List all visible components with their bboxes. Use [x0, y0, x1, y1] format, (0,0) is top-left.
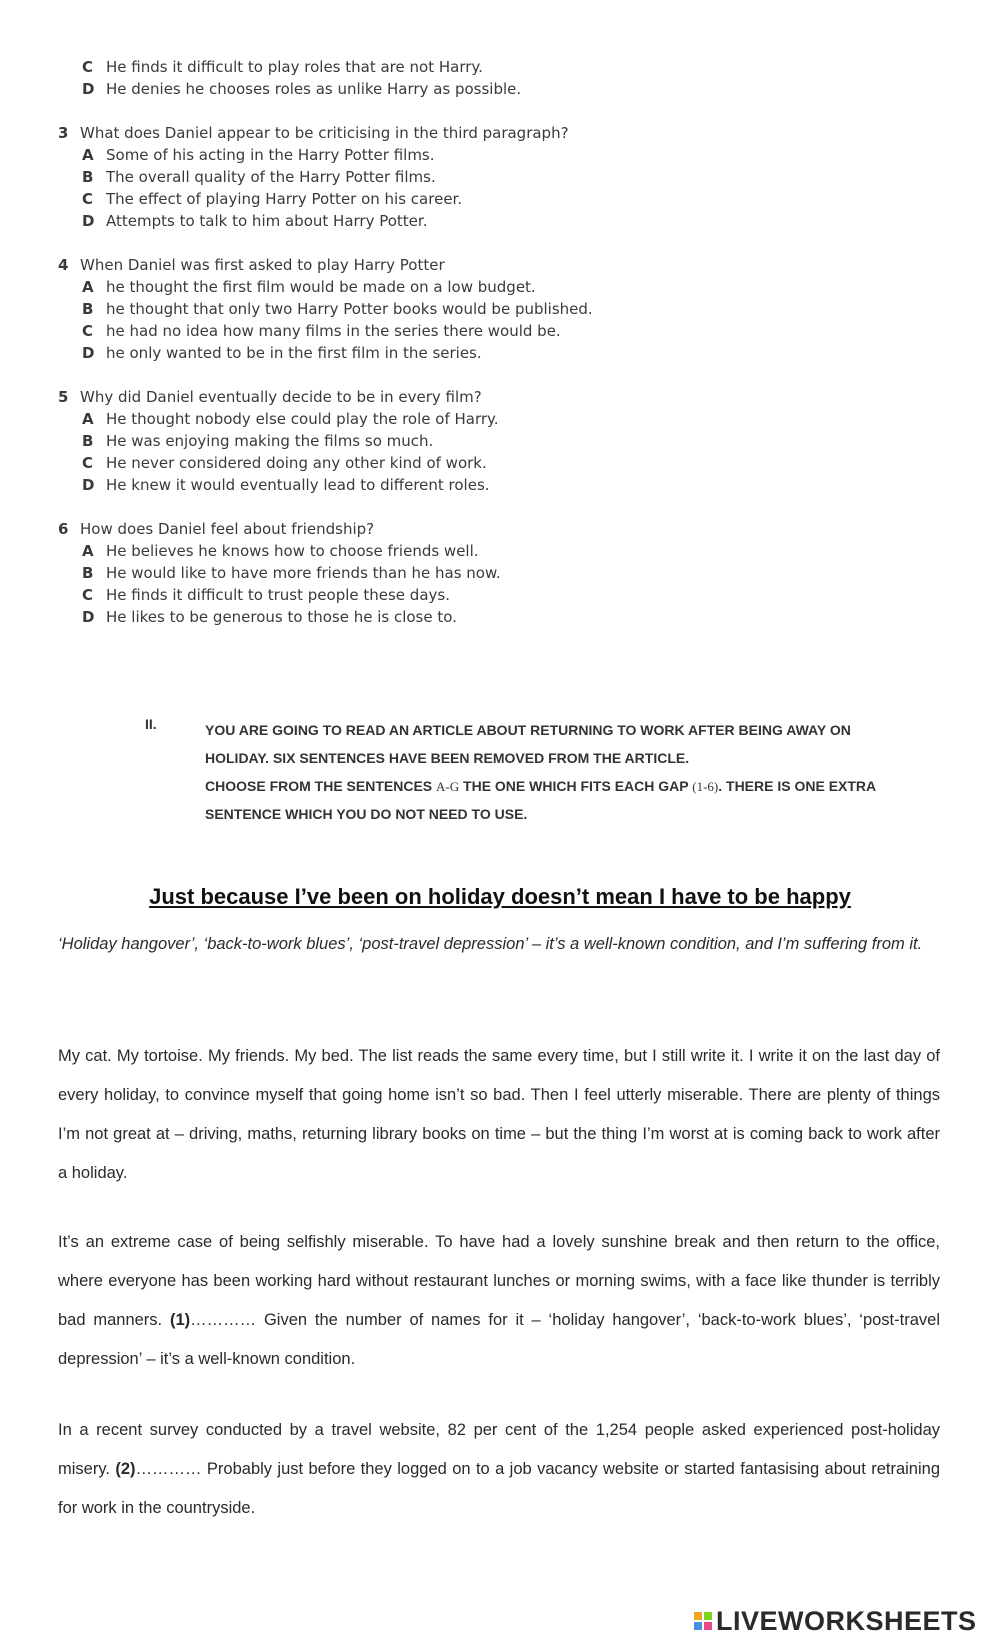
question-3 — [58, 122, 678, 232]
logo-square — [704, 1622, 712, 1630]
liveworksheets-logo — [694, 1606, 977, 1636]
option-q5-c: C He never considered doing any other kind of work. — [82, 454, 487, 472]
logo-square — [694, 1612, 702, 1620]
logo-square — [694, 1622, 702, 1630]
logo-grid-icon — [694, 1612, 712, 1630]
article-paragraph-1: My cat. My tortoise. My friends. My bed. The list reads the same every time, but I still write it. I write it on the last day of every holiday, to convince myself that going home isn’t so bad. Then I feel utterly miserable. There are plenty of things I’m not great at – driving, maths, returning library books on time – but the thing I’m worst at is coming back to work after a holiday. — [58, 1047, 940, 1182]
question-list — [58, 56, 678, 650]
question-5-stem: 5 Why did Daniel eventually decide to be in every film? — [58, 388, 482, 406]
article-paragraph-2: It’s an extreme case of being selfishly miserable. To have had a lovely sunshine break and then return to the office, where everyone has been working hard without restaurant lunches or morning swims, with a face like thunder is terribly bad manners. (1)………… Given the number of names for it – ‘holiday hangover’, ‘back-to-work blues’, ‘post-travel depression’ – it’s a well-known condition. — [58, 1233, 940, 1368]
option-q6-b: B He would like to have more friends than he has now. — [82, 564, 501, 582]
instruction-line-2: HOLIDAY. SIX SENTENCES HAVE BEEN REMOVED FROM THE ARTICLE. — [205, 750, 690, 766]
question-4 — [58, 254, 678, 364]
question-3-stem: 3 What does Daniel appear to be criticising in the third paragraph? — [58, 124, 569, 142]
instruction-line-1: YOU ARE GOING TO READ AN ARTICLE ABOUT RETURNING TO WORK AFTER BEING AWAY ON — [205, 722, 851, 738]
article-title: Just because I’ve been on holiday doesn’t mean I have to be happy — [149, 884, 851, 909]
option-q5-b: B He was enjoying making the films so much. — [82, 432, 434, 450]
logo-text: LIVEWORKSHEETS — [716, 1605, 977, 1636]
option-q4-d: D he only wanted to be in the first film in the series. — [82, 344, 482, 362]
option-q3-b: B The overall quality of the Harry Potter films. — [82, 168, 436, 186]
option-q6-a: A He believes he knows how to choose friends well. — [82, 542, 479, 560]
section-number: II. — [145, 716, 157, 732]
option-q3-c: C The effect of playing Harry Potter on his career. — [82, 190, 463, 208]
article-lead: ‘Holiday hangover’, ‘back-to-work blues’, ‘post-travel depression’ – it’s a well-known condition, and I’m suffering from it. — [58, 935, 923, 953]
instruction-line-3: CHOOSE FROM THE SENTENCES A-G THE ONE WHICH FITS EACH GAP (1-6). THERE IS ONE EXTRA — [205, 778, 877, 794]
option-q5-a: A He thought nobody else could play the role of Harry. — [82, 410, 499, 428]
option-q5-d: D He knew it would eventually lead to different roles. — [82, 476, 490, 494]
option-q4-c: C he had no idea how many films in the series there would be. — [82, 322, 561, 340]
option-q3-d: D Attempts to talk to him about Harry Potter. — [82, 212, 428, 230]
option-q4-b: B he thought that only two Harry Potter books would be published. — [82, 300, 593, 318]
option-q3-a: A Some of his acting in the Harry Potter films. — [82, 146, 435, 164]
option-q2-d: D He denies he chooses roles as unlike Harry as possible. — [82, 80, 522, 98]
option-q6-d: D He likes to be generous to those he is close to. — [82, 608, 457, 626]
option-q2-c: C He finds it difficult to play roles that are not Harry. — [82, 58, 483, 76]
option-q6-c: C He finds it difficult to trust people these days. — [82, 586, 450, 604]
question-5 — [58, 386, 678, 496]
logo-square — [704, 1612, 712, 1620]
question-6 — [58, 518, 678, 628]
article-paragraph-3: In a recent survey conducted by a travel website, 82 per cent of the 1,254 people asked experienced post-holiday misery. (2)………… Probably just before they logged on to a job vacancy website or started fantasising about retraining for work in the countryside. — [58, 1421, 940, 1517]
instruction-line-4: SENTENCE WHICH YOU DO NOT NEED TO USE. — [205, 806, 528, 822]
gap-2[interactable]: (2) — [115, 1460, 136, 1478]
question-4-stem: 4 When Daniel was first asked to play Harry Potter — [58, 256, 445, 274]
question-6-stem: 6 How does Daniel feel about friendship? — [58, 520, 375, 538]
gap-1[interactable]: (1) — [169, 1311, 191, 1329]
question-2-partial — [58, 56, 678, 100]
option-q4-a: A he thought the first film would be made on a low budget. — [82, 278, 536, 296]
